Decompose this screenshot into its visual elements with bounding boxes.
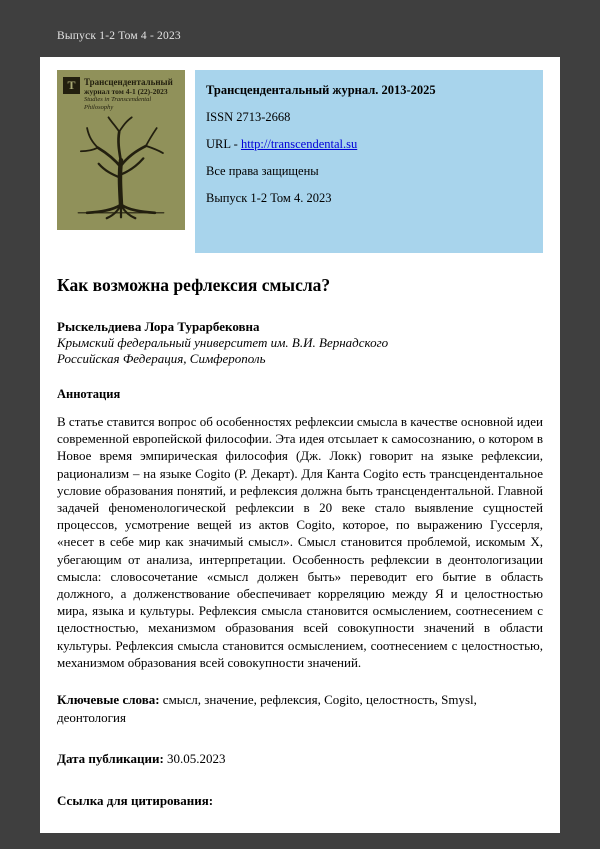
citation-label: Ссылка для цитирования: [57, 792, 214, 808]
issn-line: ISSN 2713-2668 [206, 110, 291, 124]
abstract-heading: Аннотация [57, 387, 121, 401]
article-title: Как возможна рефлексия смысла? [57, 275, 331, 295]
pub-date-value: 30.05.2023 [163, 751, 226, 767]
cover-titles [84, 77, 179, 112]
rights-line: Все права защищены [206, 164, 319, 178]
journal-header [57, 70, 543, 253]
cover-title: Трансцендентальный [84, 77, 173, 87]
cover-english-title: Studies in Transcendental Philosophy [84, 96, 152, 111]
url-prefix: URL - [206, 137, 241, 151]
cover-header [63, 77, 179, 112]
url-line [206, 134, 532, 161]
keywords-text: смысл, значение, рефлексия, Cogito, целостность, Smysl, деонтология [57, 692, 477, 725]
author-affiliation: Крымский федеральный университет им. В.И. Вернадского [57, 335, 389, 350]
author-name: Рыскельдиева Лора Турарбековна [57, 319, 260, 334]
top-bar [0, 0, 600, 57]
pub-date-line [57, 750, 543, 768]
journal-info-box [195, 70, 543, 253]
journal-url-link[interactable]: http://transcendental.su [240, 137, 358, 151]
keywords-line [57, 691, 543, 726]
cover-volume: журнал том 4-1 (22)-2023 [84, 87, 168, 96]
author-location: Российская Федерация, Симферополь [57, 351, 266, 366]
issue-line: Выпуск 1-2 Том 4. 2023 [206, 191, 332, 205]
abstract-text: В статье ставится вопрос об особенностях рефлексии смысла в качестве основной идеи современной европейской философии. Эта идея отсылает к самосознанию, о котором в Новое время эмпирическая философия (Дж. Локк) говорит на языке рефлексии, рационализм – на языке Cogito (Р. Декарт). Для Канта Cogito есть трансцендентальное условие образования понятий, и рефлексия должна быть трансцендентальной. Главной задачей феноменологической рефлексии в 20 веке стало выявление сущностей процессов, усмотрение вещей из актов Cogito, которое, по выражению Гуссерля, «несет в себе мир как значимый смысл». Смысл становится проблемой, искомым X, убегающим от анализа, интерпретации. Особенность рефлексии в деонтологизации смысла: словосочетание «смысл должен быть» переводит его бытие в область должного, а долженствование обеспечивает корреляцию между Я и целостностью мира, языка и культуры. Рефлексия смысла становится осмыслением, соотнесением с целостностью, механизмом образования всей совокупности значений в области культуры. Рефлексия смысла становится осмыслением, соотнесением с целостностью, механизмом образования всей совокупности значений. [57, 414, 543, 670]
journal-cover [57, 70, 185, 230]
tree-illustration-icon [63, 112, 179, 228]
document-page [40, 57, 560, 833]
keywords-label: Ключевые слова: [57, 692, 160, 708]
journal-title-line: Трансцендентальный журнал. 2013-2025 [206, 83, 436, 97]
issue-label: Выпуск 1-2 Том 4 - 2023 [57, 30, 181, 42]
pub-date-label: Дата публикации: [57, 751, 164, 767]
journal-logo-icon: Т [63, 77, 80, 94]
